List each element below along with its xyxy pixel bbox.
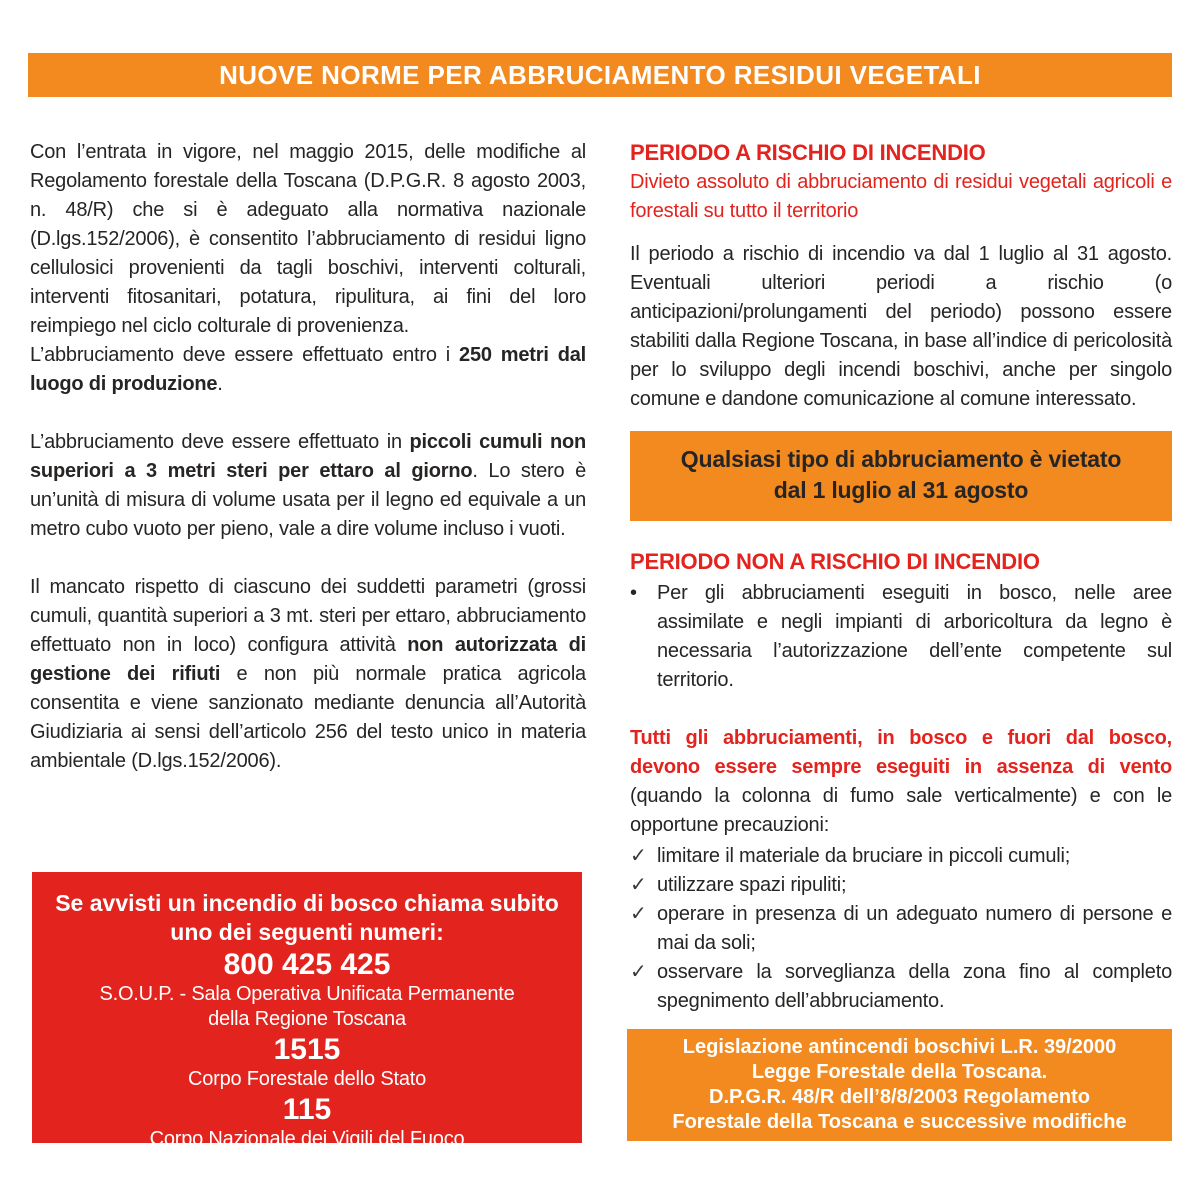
precaution-text-3: operare in presenza di un adeguato numero di persone e mai da soli; [657, 903, 1172, 954]
left-column [30, 138, 586, 776]
sanzioni-start: Il mancato rispetto di ciascuno dei suddetti parametri (grossi cumuli, quantità superiori a 3 mt. steri per ettaro, abbruciamento effettuato non in loco) configura attività [30, 576, 586, 656]
phone-number-1515: 1515 [273, 1033, 341, 1066]
phone-label-soup-line1: S.O.U.P. - Sala Operativa Unificata Permanente [99, 983, 515, 1005]
precaution-item-1 [630, 842, 1172, 871]
page-title: NUOVE NORME PER ABBRUCIAMENTO RESIDUI VEGETALI [219, 59, 981, 90]
distance-rule-bold: 250 metri dal luogo di produzione [30, 344, 586, 395]
legislation-line2: Legge Forestale della Toscana. [751, 1061, 1048, 1083]
precaution-item-3 [630, 900, 1172, 958]
precaution-text-4: osservare la sorveglianza della zona fino al completo spegnimento dell’abbruciamento. [657, 961, 1172, 1012]
check-icon: ✓ [630, 874, 647, 896]
check-icon: ✓ [630, 903, 647, 925]
emergency-title-line1: Se avvisti un incendio di bosco chiama subito [55, 890, 559, 916]
emergency-title-line2: uno dei seguenti numeri: [170, 919, 444, 945]
ban-line1: Qualsiasi tipo di abbruciamento è vietato [680, 446, 1122, 472]
precautions-list [630, 842, 1172, 1016]
legislation-line4: Forestale della Toscana e successive modifiche [672, 1111, 1127, 1133]
cumuli-rest: . Lo stero è un’unità di misura di volume usata per il legno ed equivale a un metro cubo vuoto per pieno, vale a dire volume incluso i vuoti. [30, 460, 586, 540]
cumuli-text: L’abbruciamento deve essere effettuato in [30, 431, 410, 453]
legislation-box [627, 1029, 1172, 1141]
paragraph-intro [30, 138, 586, 341]
no-risk-period-heading: PERIODO NON A RISCHIO DI INCENDIO [630, 549, 1040, 574]
wind-rule-rest: (quando la colonna di fumo sale verticalmente) e con le opportune precauzioni: [630, 785, 1172, 836]
risk-period-paragraph: Il periodo a rischio di incendio va dal 1 luglio al 31 agosto. Eventuali ulteriori periodi a rischio (o anticipazioni/prolungamenti del periodo) possono essere stabiliti dalla Regione Toscana, in base all’indice di pericolosità per lo sviluppo degli incendi boschivi, anche per singolo comune e dandone comunicazione al comune interessato. [630, 243, 1172, 410]
legislation-line1: Legislazione antincendi boschivi L.R. 39/2000 [682, 1036, 1117, 1058]
paragraph-cumuli [30, 428, 586, 544]
phone-number-soup: 800 425 425 [223, 948, 391, 981]
distance-rule-end: . [217, 373, 223, 395]
burning-ban-box [630, 431, 1172, 521]
phone-label-1515: Corpo Forestale dello Stato [187, 1068, 427, 1090]
phone-number-115: 115 [282, 1093, 332, 1126]
legislation-line3: D.P.G.R. 48/R dell’8/8/2003 Regolamento [709, 1086, 1090, 1108]
wind-paragraph [630, 724, 1172, 840]
authorization-text: Per gli abbruciamenti eseguiti in bosco, nelle aree assimilate e negli impianti di arboricoltura da legno è necessaria l’autorizzazione dell’ente competente sul territorio. [657, 582, 1172, 691]
title-bar [28, 53, 1172, 97]
phone-label-soup-line2: della Regione Toscana [208, 1008, 406, 1030]
check-icon: ✓ [630, 845, 647, 867]
precaution-text-1: limitare il materiale da bruciare in piccoli cumuli; [657, 845, 1071, 867]
sanzioni-rest: e non più normale pratica agricola consentita e viene sanzionato mediante denuncia all’Autorità Giudiziaria ai sensi dell’articolo 256 del testo unico in materia ambientale (D.lgs.152/2006). [30, 663, 586, 772]
wind-rule-bold: Tutti gli abbruciamenti, in bosco e fuori dal bosco, devono essere sempre eseguiti in assenza di vento [630, 727, 1172, 778]
paragraph-sanzioni [30, 573, 586, 776]
precaution-text-2: utilizzare spazi ripuliti; [657, 874, 847, 896]
right-column [630, 138, 1172, 1016]
precaution-item-4 [630, 958, 1172, 1016]
distance-rule-text: L’abbruciamento deve essere effettuato entro i [30, 344, 460, 366]
authorization-bullet [630, 579, 1172, 695]
precaution-item-2 [630, 871, 1172, 900]
cumuli-bold: piccoli cumuli non superiori a 3 metri steri per ettaro al giorno [30, 431, 587, 482]
intro-text: Con l’entrata in vigore, nel maggio 2015, delle modifiche al Regolamento forestale della Toscana (D.P.G.R. 8 agosto 2003, n. 48/R) che si è adeguato alla normativa nazionale (D.lgs.152/2006), è consentito l’abbruciamento di residui ligno cellulosici provenienti da tagli boschivi, interventi colturali, interventi fitosanitari, potatura, ripulitura, ai fini del loro reimpiego nel ciclo colturale di provenienza. [30, 141, 586, 337]
ban-line2: dal 1 luglio al 31 agosto [773, 477, 1029, 503]
sanzioni-bold: non autorizzata di gestione dei rifiuti [30, 634, 586, 685]
risk-period-heading: PERIODO A RISCHIO DI INCENDIO [630, 140, 986, 165]
bullet-icon: • [630, 582, 637, 604]
check-icon: ✓ [630, 961, 647, 983]
paragraph-250-metri [30, 341, 586, 399]
emergency-numbers-box [32, 872, 582, 1150]
phone-label-115: Corpo Nazionale dei Vigili del Fuoco [149, 1128, 465, 1150]
risk-period-subheading: Divieto assoluto di abbruciamento di residui vegetali agricoli e forestali su tutto il territorio [630, 171, 1172, 222]
